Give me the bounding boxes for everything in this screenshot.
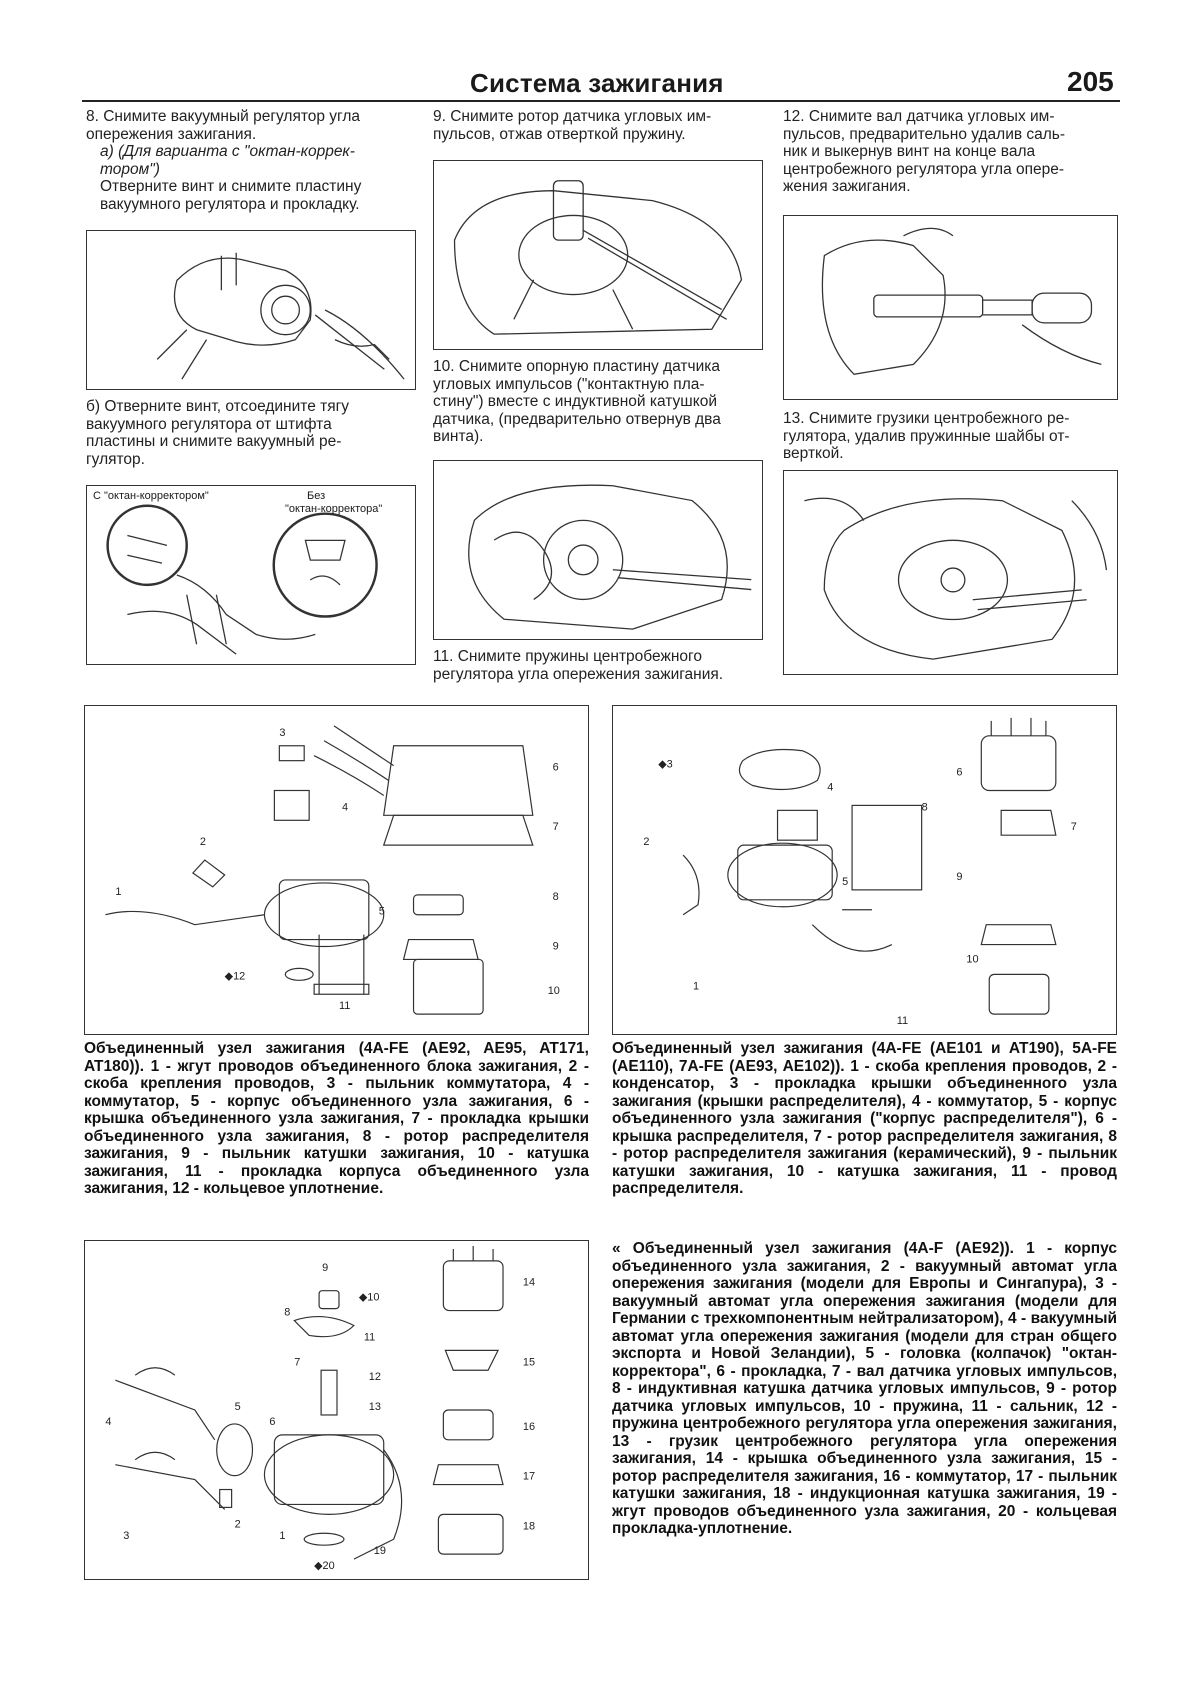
exploded-diagram-bottom	[84, 1240, 589, 1580]
diag-a-label-7: 7	[552, 821, 559, 834]
ignition-unit-diagram-b	[613, 706, 1116, 1034]
diag-c-label-5: 5	[234, 1401, 241, 1413]
label-with-octane: С "октан-корректором"	[93, 490, 209, 502]
diag-c-label-11: 11	[363, 1331, 376, 1344]
diag-a-label-3: 3	[279, 726, 286, 739]
diag-b-label-4: 4	[827, 781, 834, 794]
diag-c-label-1: 1	[279, 1530, 286, 1543]
diag-b-label-5: 5	[842, 875, 849, 888]
diag-a-label-12: ◆12	[224, 970, 246, 983]
diag-b-label-7: 7	[1070, 821, 1077, 834]
diag-c-label-19: 19	[373, 1545, 386, 1558]
diag-b-label-2: 2	[643, 836, 650, 849]
diag-a-label-5: 5	[378, 905, 385, 918]
diag-c-label-6: 6	[269, 1415, 276, 1428]
signal-plate-drawing	[434, 461, 762, 639]
diag-b-label-9: 9	[956, 870, 963, 883]
diag-a-label-2: 2	[199, 836, 206, 849]
rotor-removal-drawing	[434, 161, 762, 349]
diag-c-label-14: 14	[522, 1276, 536, 1289]
diag-a-label-10: 10	[547, 985, 560, 998]
label-without-octane-2: "октан-корректора"	[285, 503, 383, 515]
diag-c-label-13: 13	[368, 1401, 381, 1413]
step-12-text: 12. Снимите вал датчика угловых им- пульсов, предварительно удалив саль- ник и выкернув винт на конце вала центробежного регулятора угла опере- жения зажигания.	[783, 108, 1066, 195]
label-without-octane-1: Без	[307, 490, 326, 502]
step-10-text: 10. Снимите опорную пластину датчика угловых импульсов ("контактную пла- стину") вместе с индуктивной катушкой датчика, (предварительно отвернув два винта).	[433, 358, 721, 445]
step-9-text: 9. Снимите ротор датчика угловых им- пульсов, отжав отверткой пружину.	[433, 108, 712, 143]
diag-a-label-1: 1	[115, 885, 122, 898]
weights-removal-drawing	[784, 471, 1117, 674]
diag-c-label-17: 17	[522, 1470, 536, 1483]
diag-c-label-16: 16	[522, 1420, 536, 1433]
header-rule	[82, 100, 1120, 102]
exploded-diagram-right	[612, 705, 1117, 1035]
illustration-step-8a	[86, 230, 416, 390]
ignition-unit-diagram-a	[85, 706, 588, 1034]
ignition-unit-diagram-c	[85, 1241, 588, 1579]
diag-a-label-4: 4	[341, 801, 349, 814]
illustration-step-9	[433, 160, 763, 350]
chapter-title: Система зажигания	[470, 68, 724, 98]
illustration-step-13	[783, 470, 1118, 675]
diag-c-label-7: 7	[294, 1356, 301, 1369]
diag-a-label-11: 11	[338, 1000, 351, 1013]
diag-c-label-20: ◆20	[314, 1560, 335, 1573]
caption-diagram-bottom: « Объединенный узел зажигания (4A-F (AE92)). 1 - корпус объединенного узла зажигания, 2 - вакуумный автомат угла опережения зажигания (модели для Европы и Сингапура), 3 - вакуумный автомат угла опережения зажигания (модели для Германии с трехкомпонентным нейтрализатором), 4 - вакуумный автомат угла опережения зажигания (модели для стран общего экспорта и Новой Зеландии), 5 - головка (колпачок) "октан-корректора", 6 - прокладка, 7 - вал датчика угловых импульсов, 8 - индуктивная катушка датчика угловых импульсов, 9 - ротор датчика угловых импульсов, 10 - пружина, 11 - сальник, 12 - пружина центробежного регулятора угла опережения зажигания, 13 - грузик центробежного регулятора угла опережения зажигания, 14 - крышка объединенного узла зажигания, 15 - ротор распределителя зажигания, 16 - коммутатор, 17 - пыльник катушки зажигания, 18 - индукционная катушка зажигания, 19 - жгут проводов объединенного узла зажигания, 20 - кольцевая прокладка-уплотнение.	[612, 1240, 1117, 1537]
exploded-diagram-left	[84, 705, 589, 1035]
diag-a-label-8: 8	[552, 890, 559, 903]
diag-c-label-4: 4	[105, 1415, 112, 1428]
diag-b-label-6: 6	[956, 766, 963, 779]
step-13-text: 13. Снимите грузики центробежного ре- гулятора, удалив пружинные шайбы от- верткой.	[783, 410, 1070, 462]
diag-b-label-3: ◆3	[658, 758, 673, 771]
diag-c-label-3: 3	[123, 1530, 130, 1543]
diag-c-label-8: 8	[284, 1306, 291, 1319]
diag-c-label-12: 12	[368, 1371, 381, 1384]
diag-c-label-9: 9	[322, 1261, 329, 1274]
diag-c-label-18: 18	[522, 1520, 536, 1533]
illustration-step-10	[433, 460, 763, 640]
diag-a-label-6: 6	[552, 761, 559, 774]
vacuum-regulator-drawing	[87, 231, 415, 389]
illustration-step-12	[783, 215, 1118, 400]
diag-b-label-11: 11	[896, 1015, 909, 1028]
step-8-text: 8. Снимите вакуумный регулятор угла опережения зажигания. а) (Для варианта с "октан-коррек- тором") Отверните винт и снимите пластину вакуумного регулятора и прокладку.	[86, 108, 362, 213]
caption-diagram-left: Объединенный узел зажигания (4A-FE (AE92, AE95, AT171, AT180)). 1 - жгут проводов объединенного блока зажигания, 2 - скоба крепления проводов, 3 - пыльник коммутатора, 4 - коммутатор, 5 - корпус объединенного узла зажигания, 6 - крышка объединенного узла зажигания, 7 - прокладка крышки объединенного узла зажигания, 8 - ротор распределителя зажигания, 9 - пыльник катушки зажигания, 10 - катушка зажигания, 11 - прокладка корпуса объединенного узла зажигания, 12 - кольцевое уплотнение.	[84, 1040, 589, 1197]
diag-c-label-2: 2	[234, 1518, 241, 1531]
step-8b-text: б) Отверните винт, отсоедините тягу вакуумного регулятора от штифта пластины и снимите вакуумный ре- гулятор.	[86, 398, 350, 468]
diag-b-label-10: 10	[966, 953, 979, 966]
diag-b-label-8: 8	[921, 801, 928, 814]
step-11-text: 11. Снимите пружины центробежного регулятора угла опережения зажигания.	[433, 648, 724, 683]
diag-a-label-9: 9	[552, 940, 559, 953]
page-number: 205	[1067, 66, 1114, 97]
diag-c-label-15: 15	[522, 1356, 536, 1369]
illustration-step-8b	[86, 485, 416, 665]
diag-c-label-10: ◆10	[358, 1291, 380, 1304]
caption-diagram-right: Объединенный узел зажигания (4A-FE (AE101 и AT190), 5A-FE (AE110), 7A-FE (AE93, AE102)). 1 - скоба крепления проводов, 2 - конденсатор, 3 - прокладка крышки объединенного узла зажигания (крышки распределителя), 4 - коммутатор, 5 - корпус объединенного узла зажигания ("корпус распределителя"), 6 - крышка распределителя, 7 - ротор распределителя зажигания, 8 - ротор распределителя зажигания (керамический), 9 - пыльник катушки зажигания, 10 - катушка зажигания, 11 - провод распределителя.	[612, 1040, 1117, 1197]
shaft-removal-drawing	[784, 216, 1117, 399]
diag-b-label-1: 1	[693, 980, 700, 993]
